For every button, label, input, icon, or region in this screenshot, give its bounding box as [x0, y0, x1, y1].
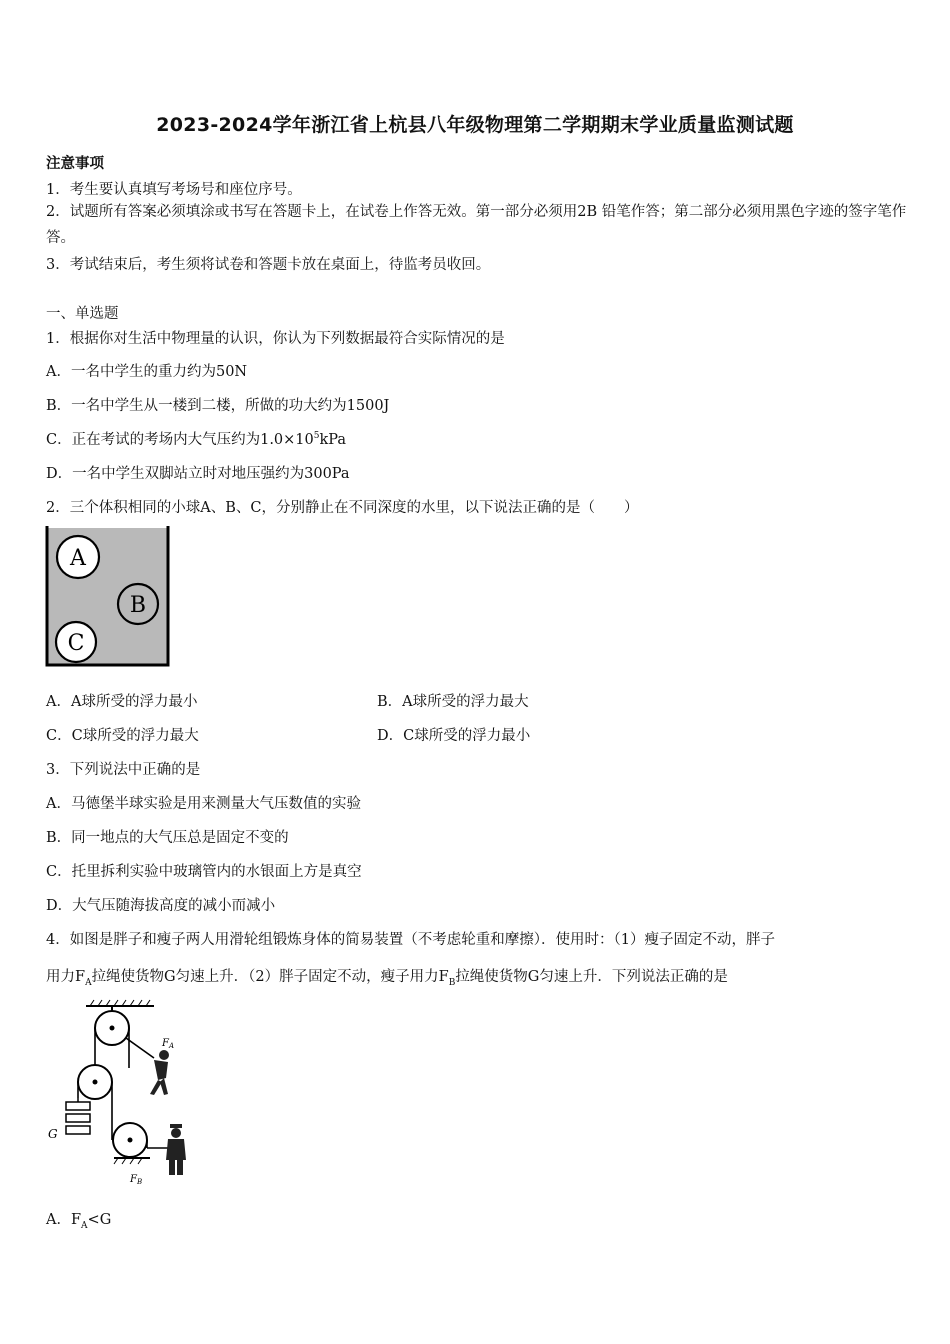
q2-option-a: A．A球所受的浮力最小: [46, 694, 198, 710]
ball-b-label: B: [129, 593, 147, 618]
q2-stem: 2．三个体积相同的小球A、B、C，分别静止在不同深度的水里，以下说法正确的是（ ）: [46, 500, 639, 516]
q4-stem-line-2: [46, 965, 728, 988]
notice-item-3: 3．考试结束后，考生须将试卷和答题卡放在桌面上，待监考员收回。: [46, 257, 491, 273]
q4-option-a-text: A．F: [46, 1212, 82, 1228]
q4-figure-pulley-system: [44, 998, 204, 1190]
q3-option-b: B．同一地点的大气压总是固定不变的: [46, 830, 289, 846]
label-fb: $F_B$: [130, 1174, 143, 1186]
q1-stem: 1．根据你对生活中物理量的认识，你认为下列数据最符合实际情况的是: [46, 331, 505, 347]
q3-option-d: D．大气压随海拔高度的减小而减小: [46, 898, 276, 914]
q2-option-b: B．A球所受的浮力最大: [377, 694, 529, 710]
label-fa: $F_A$: [162, 1038, 175, 1050]
q1-option-c: [46, 428, 346, 449]
q4-stem-sub-b: B: [448, 977, 456, 988]
q2-option-c: C．C球所受的浮力最大: [46, 728, 199, 744]
q3-option-a: A．马德堡半球实验是用来测量大气压数值的实验: [46, 796, 361, 812]
page-title: 2023-2024学年浙江省上杭县八年级物理第二学期期末学业质量监测试题: [156, 114, 794, 136]
q4-stem-text-2: 拉绳使货物G匀速上升．（2）胖子固定不动，瘦子用力F: [91, 969, 449, 985]
q1-option-c-exponent: 5: [313, 431, 320, 442]
notice-item-1: 1．考生要认真填写考场号和座位序号。: [46, 182, 302, 198]
q4-stem-text-1: 用力F: [46, 969, 86, 985]
q1-option-a: A．一名中学生的重力约为50N: [46, 364, 248, 380]
q4-option-a-sub: A: [81, 1220, 88, 1231]
q1-option-c-unit: kPa: [319, 432, 347, 448]
q1-option-d: D．一名中学生双脚站立时对地压强约为300Pa: [46, 466, 350, 482]
ball-a-label: A: [70, 546, 86, 571]
notice-heading: 注意事项: [46, 155, 104, 172]
section-heading: 一、单选题: [46, 306, 119, 322]
weight-g: [66, 1098, 90, 1134]
q1-option-b: B．一名中学生从一楼到二楼，所做的功大约为1500J: [46, 398, 390, 414]
label-g: G: [48, 1127, 58, 1141]
q4-stem-sub-a: A: [85, 977, 92, 988]
q2-figure-water-container: [44, 526, 172, 668]
q4-option-a: [46, 1208, 111, 1231]
q1-option-c-text: C．正在考试的考场内大气压约为1.0×10: [46, 432, 314, 448]
fat-person-icon: [166, 1124, 186, 1175]
ball-c-label: C: [67, 631, 85, 656]
q4-stem-line-1: 4．如图是胖子和瘦子两人用滑轮组锻炼身体的简易装置（不考虑轮重和摩擦）．使用时：（1）瘦子固定不动，胖子: [46, 932, 775, 948]
q4-stem-text-3: 拉绳使货物G匀速上升．下列说法正确的是: [455, 969, 728, 985]
q2-option-d: D．C球所受的浮力最小: [377, 728, 531, 744]
q3-option-c: C．托里拆利实验中玻璃管内的水银面上方是真空: [46, 864, 362, 880]
q4-option-a-relation: <G: [87, 1212, 112, 1228]
notice-item-2: 2．试题所有答案必须填涂或书写在答题卡上，在试卷上作答无效。第一部分必须用2B 铅笔作答；第二部分必须用黑色字迹的签字笔作答。: [46, 204, 907, 246]
q3-stem: 3．下列说法中正确的是: [46, 762, 201, 778]
